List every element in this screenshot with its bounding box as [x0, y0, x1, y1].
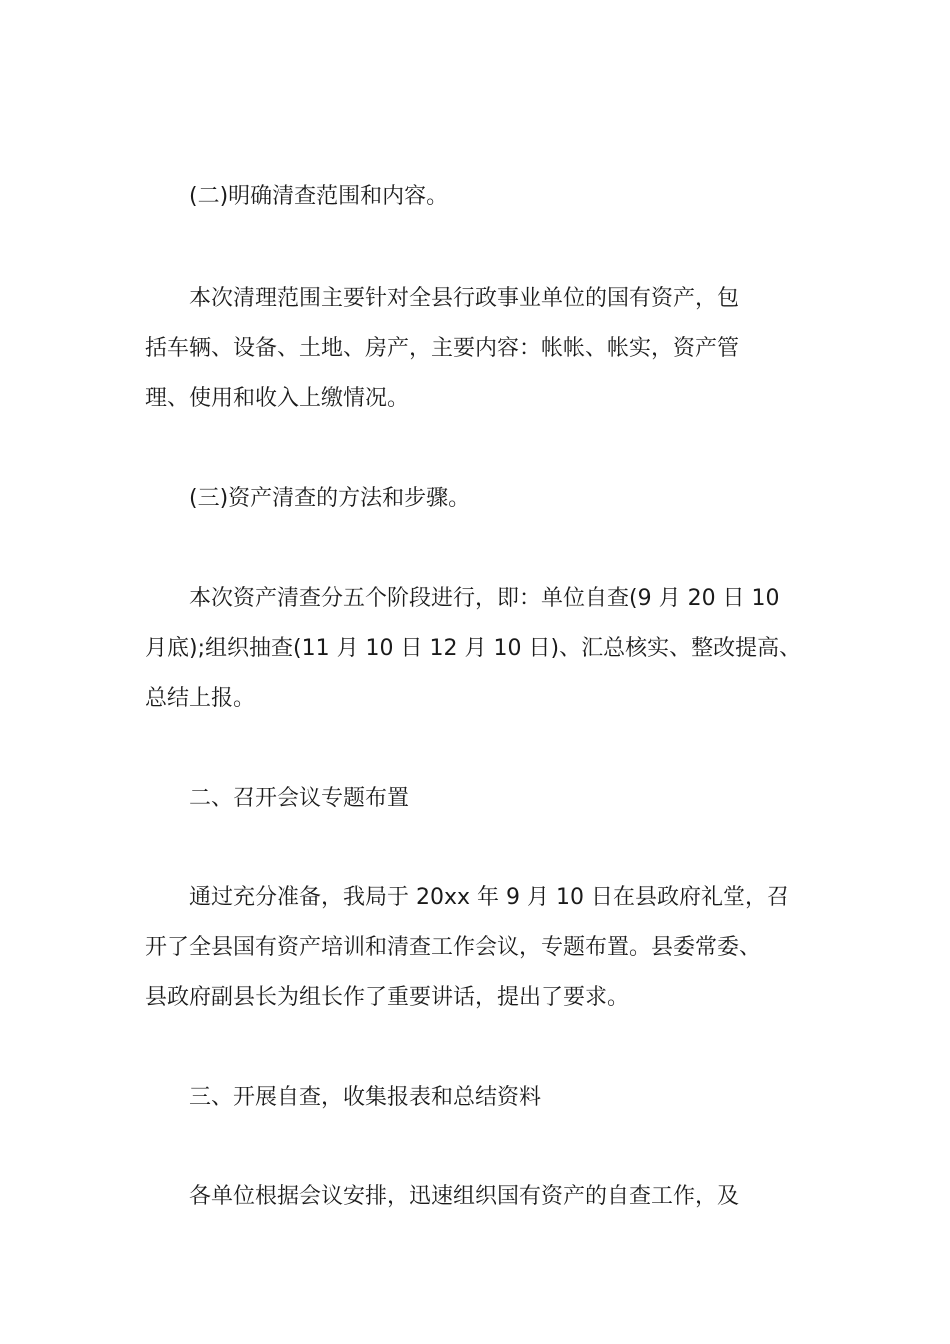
- paragraph-method: [145, 574, 825, 724]
- text-line: 二、召开会议专题布置: [189, 786, 410, 811]
- text-line: 本次资产清查分五个阶段进行，即：单位自查(9 月 20 日 10: [189, 586, 780, 611]
- text-line: (二)明确清查范围和内容。: [189, 184, 449, 209]
- text-line: 通过充分准备，我局于 20xx 年 9 月 10 日在县政府礼堂，召: [189, 885, 789, 910]
- section-heading-meeting: [145, 774, 825, 824]
- text-line: 县政府副县长为组长作了重要讲话，提出了要求。: [145, 985, 630, 1010]
- text-line: 括车辆、设备、土地、房产，主要内容：帐帐、帐实，资产管: [145, 336, 740, 361]
- text-line: (三)资产清查的方法和步骤。: [189, 486, 471, 511]
- subheading-method: [145, 474, 825, 524]
- paragraph-selfcheck: [145, 1172, 825, 1222]
- text-line: 理、使用和收入上缴情况。: [145, 386, 410, 411]
- paragraph-scope: [145, 274, 825, 424]
- text-line: 总结上报。: [145, 686, 256, 711]
- paragraph-meeting: [145, 873, 825, 1023]
- text-line: 本次清理范围主要针对全县行政事业单位的国有资产，包: [189, 286, 740, 311]
- subheading-scope: [145, 172, 825, 222]
- text-line: 开了全县国有资产培训和清查工作会议，专题布置。县委常委、: [145, 935, 762, 960]
- text-line: 三、开展自查，收集报表和总结资料: [189, 1085, 542, 1110]
- section-heading-selfcheck: [145, 1073, 825, 1123]
- text-line: 月底);组织抽查(11 月 10 日 12 月 10 日)、汇总核实、整改提高、: [145, 636, 802, 661]
- text-line: 各单位根据会议安排，迅速组织国有资产的自查工作，及: [189, 1184, 740, 1209]
